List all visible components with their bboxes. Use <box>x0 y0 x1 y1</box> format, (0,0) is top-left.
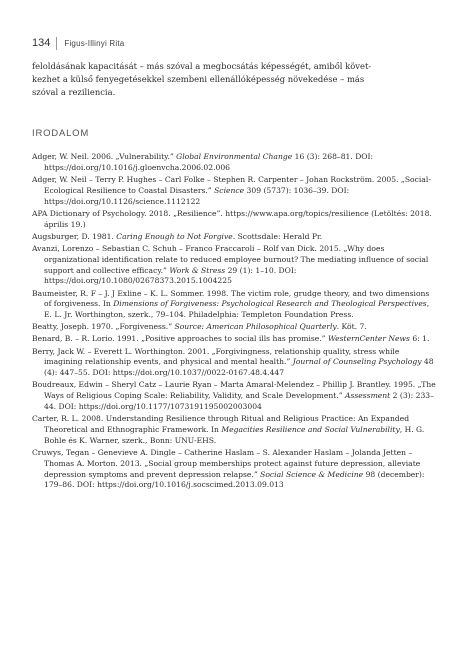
reference-source-title: Source: American Philosophical Quarterly <box>174 322 337 332</box>
reference-source-title: Caring Enough to Not Forgive <box>116 231 233 241</box>
reference-details: 16 (3): 268–81. DOI: https://doi.org/10.1016/j.gloenvcha.2006.02.006 <box>44 152 374 172</box>
reference-entry <box>32 175 438 207</box>
reference-source-title: WesternCenter News <box>327 334 410 344</box>
reference-text: Adger, W. Neil – Terry P. Hughes – Carl Folke – Stephen R. Carpenter – Johan Rockström. 2005. „Social-Ecological Resilience to Coastal Disasters.” <box>32 174 431 195</box>
reference-details: 48 (4): 447–55. DOI: https://doi.org/10.1037//0022-0167.48.4.447 <box>44 357 434 378</box>
reference-details: 2 (3): 233–44. DOI: https://doi.org/10.1177/1073191195002003004 <box>44 391 434 412</box>
intro-line: feloldásának kapacitását – más szóval a megbocsátás képességét, amiből követ- <box>32 61 372 71</box>
reference-entry <box>32 414 438 446</box>
page-number: 134 <box>32 37 57 50</box>
reference-source-title: Work & Stress <box>169 265 226 275</box>
reference-text: Baumeister, R. F – J. J Exline – K. L. Sommer. 1998. The victim role, grudge theory, and two dimensions of forgiveness. In <box>32 288 430 309</box>
reference-source-title: Global Environmental Change <box>176 152 293 161</box>
reference-text: Carter, R. L. 2008. Understanding Resilience through Ritual and Religious Practice: An Expanded Theoretical and Ethnographic Framework. In <box>32 414 410 435</box>
reference-text: Augsburger, D. 1981. <box>32 231 117 241</box>
reference-details: 98 (december): 179–86. DOI: https://doi.org/10.1016/j.socscimed.2013.09.013 <box>44 469 425 490</box>
reference-text: Boudreaux, Edwin – Sheryl Catz – Laurie Ryan – Marta Amaral-Melendez – Phillip J. Brantley. 1995. „The Ways of Religious Coping Scale: Reliability, Validity, and Scale Development.” <box>32 380 436 401</box>
reference-source-title: Journal of Counseling Psychology <box>292 357 422 367</box>
intro-line: kezhet a külső fenyegetésekkel szembeni ellenállóképesség növekedése – más <box>32 74 365 84</box>
running-head <box>32 36 124 50</box>
reference-details: 6: 1. <box>409 334 430 344</box>
reference-entry <box>32 232 438 243</box>
reference-entry <box>32 347 438 379</box>
reference-entry <box>32 380 438 412</box>
reference-entry <box>32 289 438 321</box>
reference-entry <box>32 448 438 491</box>
reference-text: APA Dictionary of Psychology. 2018. „Resilience”. https://www.apa.org/topics/resilience (Letöltés: 2018. április 19.) <box>32 208 432 229</box>
reference-text: Beatty, Joseph. 1970. „Forgiveness.” <box>32 322 175 332</box>
reference-entry <box>32 244 438 287</box>
reference-details: . Scottsdale: Herald Pr. <box>232 231 323 241</box>
reference-entry <box>32 322 438 333</box>
reference-details: , E. L. Jr. Worthington, szerk., 79–104. Philadelphia: Templeton Foundation Press. <box>44 299 430 320</box>
running-head-author: Figus-Illinyi Rita <box>64 38 125 48</box>
reference-text: Benard, B. – R. Lorio. 1991. „Positive approaches to social ills has promise.” <box>32 334 328 344</box>
reference-source-title: Social Science & Medicine <box>260 469 364 479</box>
reference-entry <box>32 209 438 231</box>
reference-details: . Köt. 7. <box>336 322 367 332</box>
reference-text: Cruwys, Tegan – Genevieve A. Dingle – Catherine Haslam – S. Alexander Haslam – Jolanda Jetten – Thomas A. Morton. 2013. „Social group memberships protect against future depression, alleviate depression symptoms and prevent depression relapse.” <box>32 448 421 479</box>
intro-line: szóval a reziliencia. <box>32 87 116 97</box>
intro-paragraph <box>32 60 436 99</box>
reference-source-title: Assessment <box>345 391 391 401</box>
reference-text: Avanzi, Lorenzo – Sebastian C. Schuh – Franco Fraccaroli – Rolf van Dick. 2015. „Why does organizational identification relate to reduced employee burnout? The mediating influence of social support and collective efficacy.” <box>32 243 429 275</box>
reference-text: Adger, W. Neil. 2006. „Vulnerability.” <box>32 152 177 161</box>
reference-source-title: Dimensions of Forgiveness: Psychological Research and Theological Perspectives <box>113 299 427 309</box>
reference-details: 309 (5737): 1036–39. DOI: https://doi.org/10.1126/science.1112122 <box>44 185 350 206</box>
reference-details: 29 (1): 1–10. DOI: https://doi.org/10.1080/02678373.2015.1004225 <box>44 265 297 286</box>
reference-entry <box>32 152 438 174</box>
reference-source-title: Megacities Resilience and Social Vulnerability <box>221 425 400 435</box>
reference-text: Berry, Jack W. – Everett L. Worthington. 2001. „Forgivingness, relationship quality, stress while imagining relationship events, and physical and mental health.” <box>32 346 400 367</box>
reference-details: , H. G. Bohle és K. Warner, szerk., Bonn: UNU-EHS. <box>44 425 425 445</box>
section-heading: IRODALOM <box>32 128 90 139</box>
reference-list <box>32 152 438 493</box>
reference-source-title: Science <box>214 185 245 195</box>
reference-entry <box>32 334 438 345</box>
